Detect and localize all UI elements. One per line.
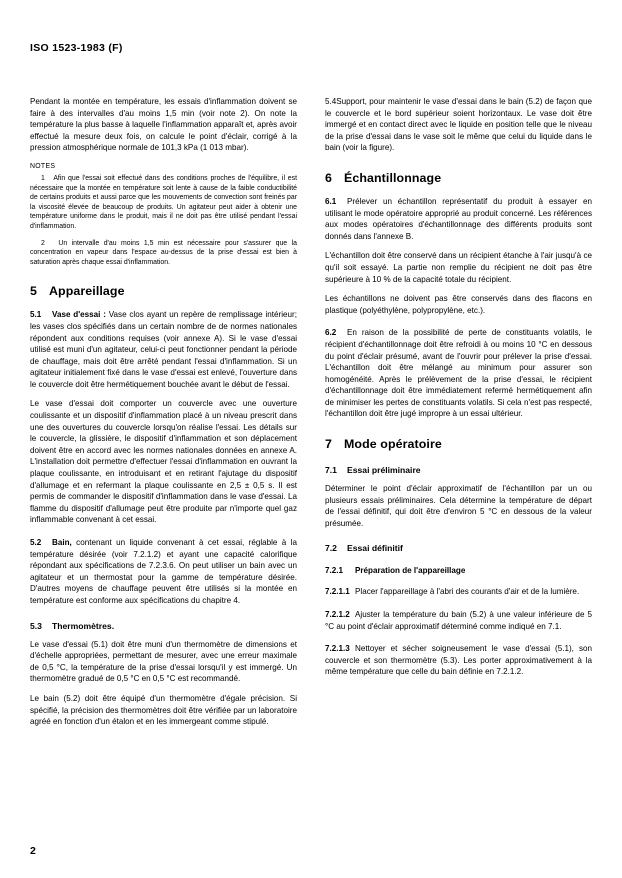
section-6-2 [325,327,592,420]
section-5-2-text: contenant un liquide convenant à cet essai, réglable à la température désirée (voir 7.2.1.2) et ayant une capacité calorifique répondant aux spécifications de 7.2.3.6. On peut utiliser un bain avec un agitateur et un thermostat pour la gamme de température désirée. D'autres moyens de chauffage peuvent être utilisés si la montée en température est conforme aux spécifications du chapitre 4. [30,538,297,605]
section-5-1-term: Vase d'essai : [52,310,106,320]
section-7-2-1-1-number: 7.2.1.1 [325,587,350,597]
note-2-number: 2 [41,239,45,247]
section-5-1-number: 5.1 [30,310,42,320]
section-5-1-text: Vase clos ayant un repère de remplissage intérieur; les vases clos spécifiés dans un certain nombre de de normes nationales répondent aux conditions requises (voir annexe A). Si le vase d'essai utilisé est muni d'un agitateur, celui-ci peut fonctionner pendant la période de chauffage, mais doit être arrêté pendant l'essai d'inflammation. Si un agitateur initialement fixé dans le vase d'essai est enlevé, l'ouverture dans le couvercle doit être hermétiquement bouchée avant le début de l'essai. [30,310,297,389]
clause-7-title: Mode opératoire [344,437,442,452]
section-7-2-1-3-number: 7.2.1.3 [325,644,350,654]
section-5-2-term: Bain, [52,538,72,547]
section-5-4-number: 5.4 [325,97,337,106]
section-7-2-1-3 [325,643,592,678]
section-5-3-number: 5.3 [30,620,42,631]
right-column [325,96,592,736]
clause-6-number: 6 [325,170,332,185]
clause-6-heading [325,171,592,185]
note-1-text: Afin que l'essai soit effectué dans des conditions proches de l'équilibre, il est nécessaire que la montée en température soit lente à cause de la faible conductibilité de certains produits et aussi parce que les mouvements de convection sont freinés par la viscosité élevée de beaucoup de produits. Un agitateur peut aider à obtenir une température uniforme dans le produit, mais il ne doit pas être utilisé pendant l'essai d'inflammation. [30,174,297,230]
notes-label: NOTES [30,162,56,170]
section-7-1-number: 7.1 [325,465,337,476]
note-2-text: Un intervalle d'au moins 1,5 min est nécessaire pour s'assurer que la concentration en vapeur dans l'espace au-dessus de la prise d'essai est bien à saturation après chaque essai d'inflammation. [30,239,297,266]
section-7-1-heading [325,465,592,475]
section-6-2-text: En raison de la possibilité de perte de constituants volatils, le récipient d'échantillonnage doit être refroidi à ou moins 10 °C en dessous du point d'éclair présumé, avant de l'ouvrir pour prélever la prise d'essai. L'échantillon doit être mélangé au minimum pour assurer son homogénéité. Après le prélèvement de la prise d'essai, le récipient d'échantillonnage doit être immédiatement refermé hermétiquement afin de minimiser les pertes de constituants volatils. Si cela n'est pas respecté, l'échantillon doit être jugé impropre à un essai ultérieur. [325,328,592,419]
section-5-3-heading [30,621,297,631]
section-7-2-heading [325,543,592,553]
section-7-2-1-number: 7.2.1 [325,566,344,576]
page-number: 2 [30,845,36,857]
section-5-3-paragraph-1: Le vase d'essai (5.1) doit être muni d'un thermomètre de dimensions et d'échelle appropriées, permettant de mesurer, avec une erreur maximale de 0,5 °C, la température de la prise d'essai lorsqu'il y est immergé. Un thermomètre gradué de 0,5 °C en 0,5 °C est recommandé. [30,639,297,684]
clause-5-number: 5 [30,284,37,299]
section-7-2-1-1 [325,586,592,598]
clause-7-heading [325,437,592,451]
left-column [30,96,297,736]
section-5-3-title: Thermomètres. [52,620,115,631]
section-5-1 [30,309,297,390]
section-7-2-1-title: Préparation de l'appareillage [355,566,466,576]
section-7-2-1-2-text: Ajuster la température du bain (5.2) à une valeur inférieure de 5 °C au point d'éclair approximatif déterminé comme indiqué en 7.1. [325,610,592,631]
section-6-1-paragraph-3: Les échantillons ne doivent pas être conservés dans des flacons en plastique (polyéthylène, polypropylène, etc.). [325,294,592,315]
section-7-2-1-1-text: Placer l'appareillage à l'abri des courants d'air et de la lumière. [355,587,580,597]
section-7-2-1-3-text: Nettoyer et sécher soigneusement le vase d'essai (5.1), son couvercle et son thermomètre (5.3). Les porter approximativement à la même température que celle du bain définie en 7.2.1.2. [325,644,592,677]
section-7-2-1-2 [325,609,592,632]
note-1 [30,174,297,232]
clause-6-title: Échantillonnage [344,170,442,185]
intro-paragraph: Pendant la montée en température, les essais d'inflammation doivent se faire à des intervalles d'au moins 1,5 min (voir note 2). On note la température la plus basse à laquelle l'inflammation apparaît et, après avoir effectué la mesure deux fois, on calcule le point d'éclair, corrigé à la pression atmosphérique normale de 101,3 kPa (1 013 mbar). [30,97,297,153]
note-1-number: 1 [41,174,45,182]
section-7-1-title: Essai préliminaire [347,465,421,476]
section-5-1-paragraph-2: Le vase d'essai doit comporter un couvercle avec une ouverture coulissante et un dispositif d'inflammation placé à un niveau prescrit dans une des ouvertures du couvercle lorsqu'on réalise l'essai. Les détails sur le couvercle, la glissière, le dispositif d'inflammation et son déplacement doivent être en accord avec les normes nationales données en annexe A. L'installation doit permettre d'effectuer l'essai d'inflammation en ouvrant la plaque coulissante, en introduisant et en retirant l'ajutage du dispositif d'allumage et en refermant la plaque coulissante en 2,5 ± 0,5 s. Il est permis de commander le dispositif d'inflammation dans le vase d'essai. La flamme du dispositif d'allumage peut être produite par n'importe quel gaz inflammable convenant à cet essai. [30,399,297,525]
note-2 [30,239,297,268]
section-6-1-paragraph-2: L'échantillon doit être conservé dans un récipient étanche à l'air jusqu'à ce qu'il soit essayé. La partie non remplie du récipient ne doit pas être supérieure à 10 % de la capacité totale du récipient. [325,251,592,284]
two-column-body [30,96,592,736]
section-5-4-term: Support, [336,97,367,106]
section-5-2-number: 5.2 [30,538,42,547]
section-5-4 [325,96,592,154]
clause-5-title: Appareillage [49,284,125,299]
section-7-2-number: 7.2 [325,543,337,554]
page-header: ISO 1523-1983 (F) [30,42,123,54]
clause-7-number: 7 [325,437,332,452]
section-5-2 [30,537,297,607]
section-6-2-number: 6.2 [325,328,337,338]
section-6-1 [325,196,592,242]
section-7-2-1-2-number: 7.2.1.2 [325,610,350,620]
section-5-4-text: pour maintenir le vase d'essai dans le bain (5.2) de façon que le couvercle et le bord supérieur soient horizontaux. Le vase doit être immergé et en contact direct avec le liquide en position telle que le niveau de la prise d'essai dans le vase soit le même que celui du liquide dans le bain (voir la figure). [325,97,592,153]
section-7-1-text: Déterminer le point d'éclair approximatif de l'échantillon par un ou plusieurs essais préliminaires. Cela détermine la température de départ de l'essai définitif, qui doit être d'environ 5 °C en dessous de la valeur présumée. [325,484,592,528]
section-7-2-title: Essai définitif [347,543,403,554]
section-5-3-paragraph-2: Le bain (5.2) doit être équipé d'un thermomètre d'égale précision. Si spécifié, la précision des thermomètres doit être vérifiée par un laboratoire agréé en fonction d'un étalon et en les immergeant comme stipulé. [30,693,297,727]
clause-5-heading [30,284,297,298]
section-6-1-text: Prélever un échantillon représentatif du produit à essayer en utilisant le mode opératoire approprié au produit concerné. Les références aux modes opératoires d'échantillonnage des différents produits sont donnés dans l'annexe B. [325,196,592,241]
section-6-1-number: 6.1 [325,196,337,206]
section-7-2-1-heading [325,566,592,575]
